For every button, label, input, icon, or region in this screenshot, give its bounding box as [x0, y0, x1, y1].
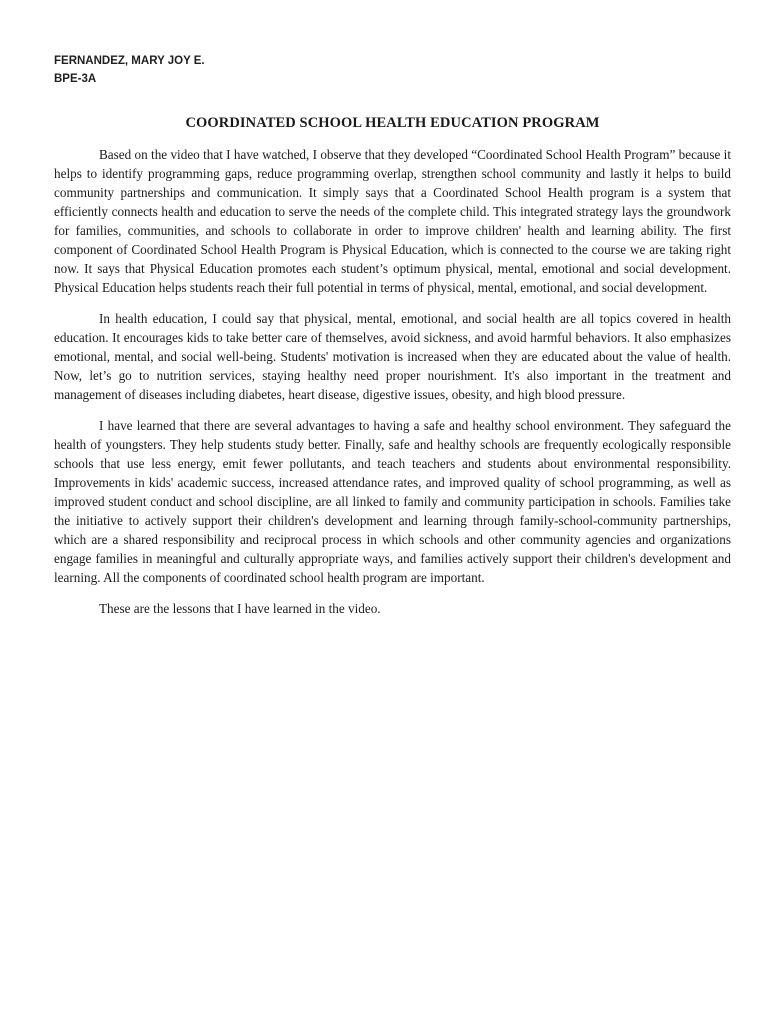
document-title: COORDINATED SCHOOL HEALTH EDUCATION PROGRAM [185, 115, 600, 131]
paragraph-2: In health education, I could say that physical, mental, emotional, and social health are all topics covered in health education. It encourages kids to take better care of themselves, avoid sickness, and avoid harmful behaviors. It also emphasizes emotional, mental, and social well-being. Students' motivation is increased when they are educated about the value of health. Now, let’s go to nutrition services, staying healthy need proper nourishment. It's also important in the treatment and management of diseases including diabetes, heart disease, digestive issues, obesity, and high blood pressure. [54, 311, 731, 402]
author-name: FERNANDEZ, MARY JOY E. [54, 55, 205, 67]
paragraph-1: Based on the video that I have watched, I observe that they developed “Coordinated School Health Program” because it helps to identify programming gaps, reduce programming overlap, strengthen school community and lastly it helps to build community partnerships and communication. It simply says that a Coordinated School Health program is a system that efficiently connects health and education to serve the needs of the complete child. This integrated strategy lays the groundwork for families, communities, and schools to collaborate in order to improve children' health and learning ability. The first component of Coordinated School Health Program is Physical Education, which is connected to the course we are taking right now. It says that Physical Education promotes each student’s optimum physical, mental, emotional and social development. Physical Education helps students reach their full potential in terms of physical, mental, emotional, and social development. [54, 147, 731, 295]
author-section: BPE-3A [54, 73, 97, 85]
paragraph-4: These are the lessons that I have learned in the video. [99, 601, 381, 616]
author-header [54, 52, 205, 88]
paragraph-3: I have learned that there are several advantages to having a safe and healthy school environment. They safeguard the health of youngsters. They help students study better. Finally, safe and healthy schools are frequently ecologically responsible schools that use less energy, emit fewer pollutants, and teach teachers and students about environmental responsibility. Improvements in kids' academic success, increased attendance rates, and improved quality of school programming, as well as improved student conduct and school discipline, are all linked to family and community participation in schools. Families take the initiative to actively support their children's development and learning through family-school-community partnerships, which are a shared responsibility and reciprocal process in which schools and other community agencies and organizations engage families in meaningful and culturally appropriate ways, and families actively support their children's development and learning. All the components of coordinated school health program are important. [54, 418, 731, 585]
document-body [54, 145, 731, 630]
